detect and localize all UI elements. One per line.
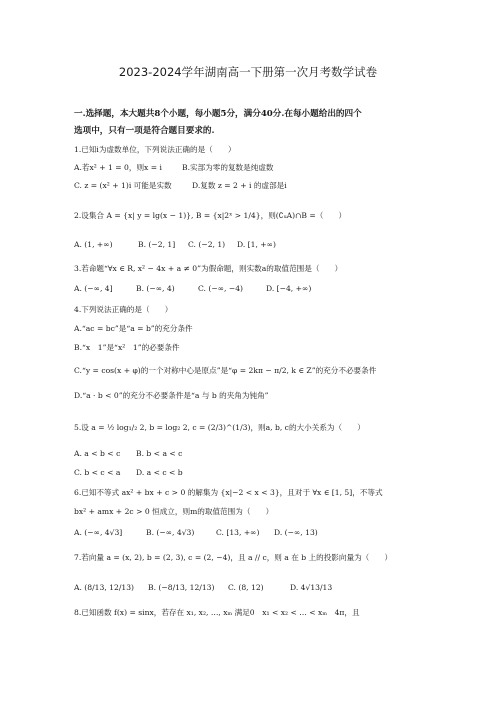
question-4-option-a: A.“ac = bc”是“a = b”的充分条件 <box>74 324 193 333</box>
question-1-option-c: C. z = (x² + 1)i 可能是实数 <box>74 181 172 190</box>
question-4-option-d: D.“a · b < 0”的充分不必要条件是“a 与 b 的夹角为钝角” <box>74 391 269 400</box>
question-4-option-b: B.“x 1”是“x² 1”的必要条件 <box>74 343 180 352</box>
question-6-option-b: B. (−∞, 4√3) <box>146 528 195 537</box>
question-3-stem: 3.若命题“∀x ∈ R, x² − 4x + a ≠ 0”为假命题，则实数a的取值范围是（ ） <box>74 264 343 273</box>
question-3-option-d: D. [−4, +∞) <box>266 284 312 293</box>
question-1-option-a: A.若x² + 1 = 0，则x = i <box>74 163 162 172</box>
question-1-option-b: B.实部为零的复数是纯虚数 <box>182 163 274 172</box>
question-6-option-c: C. [13, +∞) <box>216 528 260 537</box>
question-5-stem: 5.设 a = ½ log₁/₂ 2, b = log₂ 2, c = (2/3)^(1/3)，则a, b, c的大小关系为（ ） <box>74 423 365 432</box>
question-4-stem: 4.下列说法正确的是（ ） <box>74 305 173 314</box>
question-3-option-a: A. (−∞, 4] <box>74 284 113 293</box>
question-5-option-a: A. a < b < c <box>74 449 121 458</box>
question-2-option-d: D. [1, +∞) <box>237 240 276 249</box>
question-2-option-a: A. (1, +∞) <box>74 240 113 249</box>
question-5-option-b: B. b < a < c <box>136 449 183 458</box>
question-2-option-c: C. (−2, 1) <box>188 240 226 249</box>
question-1-stem: 1.已知i为虚数单位，下列说法正确的是（ ） <box>74 145 236 154</box>
question-7-option-c: C. (8, 12) <box>228 583 264 592</box>
question-2-stem: 2.设集合 A = {x| y = lg(x − 1)}, B = {x|2ˣ > 1/4}，则(∁ᵤA)∩B =（ ） <box>74 211 347 220</box>
page-title: 2023-2024学年湖南高一下册第一次月考数学试卷 <box>118 65 378 79</box>
question-2-option-b: B. (−2, 1] <box>138 240 176 249</box>
question-6-option-d: D. (−∞, 13) <box>274 528 318 537</box>
question-7-stem: 7.若向量 a = (x, 2), b = (2, 3), c = (2, −4)，且 a // c，则 a 在 b 上的投影向量为（ ） <box>74 553 393 562</box>
question-7-option-b: B. (−8/13, 12/13) <box>148 583 215 592</box>
section-heading: 一.选择题，本大题共8个小题，每小题5分，满分40分.在每小题给出的四个 <box>74 109 362 119</box>
question-6-stem: 6.已知不等式 ax² + bx + c > 0 的解集为 {x|−2 < x < 3}，且对于 ∀x ∈ [1, 5]，不等式 <box>74 488 383 497</box>
question-3-option-c: C. (−∞, −4) <box>198 284 244 293</box>
question-6-stem-cont: bx² + amx + 2c > 0 恒成立，则m的取值范围为（ ） <box>74 507 274 516</box>
section-heading-cont: 选项中，只有一项是符合题目要求的. <box>74 126 215 136</box>
question-5-option-d: D. a < c < b <box>136 468 183 477</box>
question-7-option-d: D. 4√13/13 <box>290 583 333 592</box>
question-8-stem: 8.已知函数 f(x) = sinx，若存在 x₁, x₂, …, xₘ 满足0 x₁ < x₂ < … < xₘ 4π，且 <box>74 608 360 617</box>
question-1-option-d: D.复数 z = 2 + i 的虚部是i <box>192 181 287 190</box>
question-4-option-c: C.“y = cos(x + φ)的一个对称中心是原点”是“φ = 2kπ − π/2, k ∈ Z”的充分不必要条件 <box>74 366 377 375</box>
question-5-option-c: C. b < c < a <box>74 468 121 477</box>
question-6-option-a: A. (−∞, 4√3] <box>74 528 123 537</box>
question-3-option-b: B. (−∞, 4) <box>136 284 175 293</box>
question-7-option-a: A. (8/13, 12/13) <box>74 583 135 592</box>
